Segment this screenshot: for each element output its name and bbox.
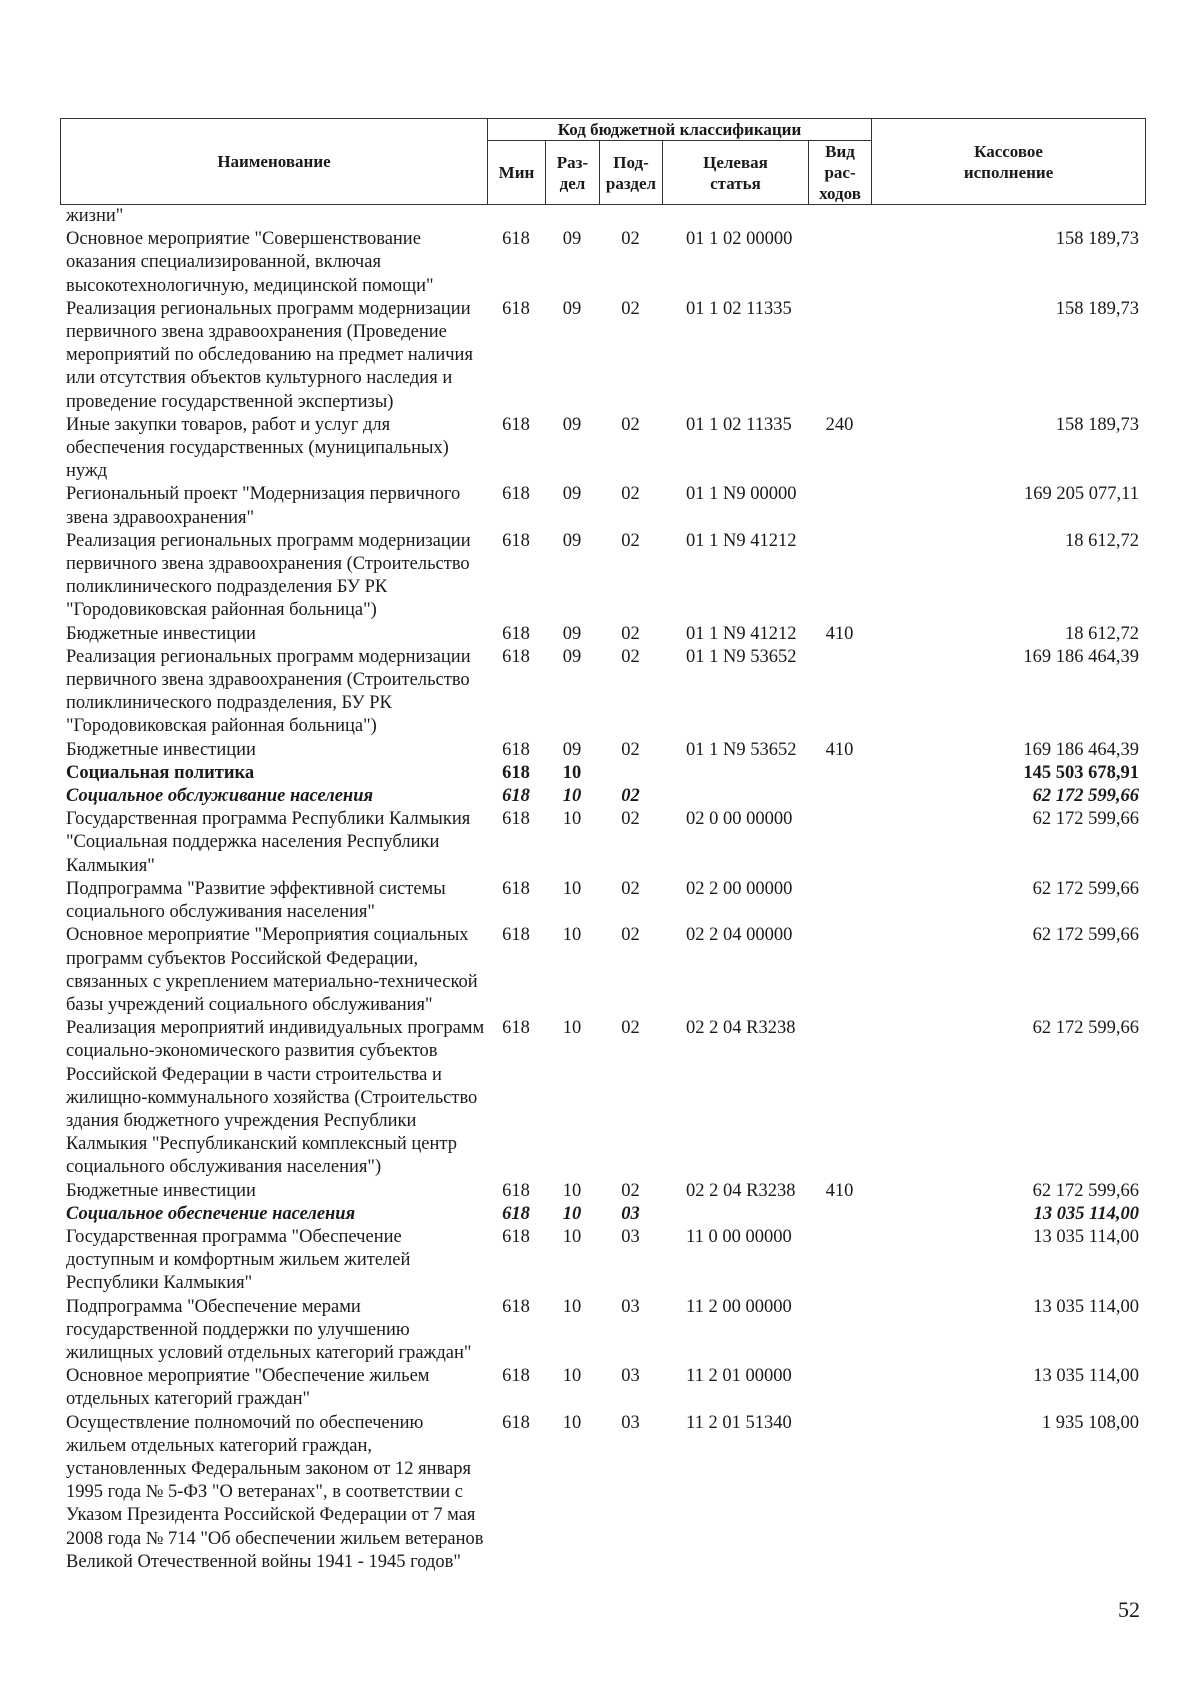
cell-name: Реализация региональных программ модернизации первичного звена здравоохранения (Проведение мероприятий по обследованию на предмет наличия или отсутствия объектов культурного наследия и проведение государственной экспертизы) xyxy=(66,298,473,412)
cell-celevaya: 01 1 N9 53652 xyxy=(686,646,797,667)
cell-podrazdel: 03 xyxy=(621,1203,640,1224)
cell-min: 618 xyxy=(502,1412,530,1433)
cell-min: 618 xyxy=(502,298,530,319)
cell-podrazdel: 02 xyxy=(621,1018,640,1039)
cell-min: 618 xyxy=(502,786,530,807)
cell-vid: 410 xyxy=(825,623,854,644)
cell-kassovoe: 62 172 599,66 xyxy=(1032,809,1139,830)
cell-kassovoe: 145 503 678,91 xyxy=(1023,762,1139,783)
cell-podrazdel xyxy=(599,205,662,228)
cell-min: 618 xyxy=(502,1226,530,1247)
cell-kassovoe: 62 172 599,66 xyxy=(1032,1180,1139,1201)
cell-vid xyxy=(808,1296,871,1366)
cell-celevaya: 11 2 01 00000 xyxy=(686,1366,792,1387)
table-row xyxy=(60,1180,1145,1203)
table-row xyxy=(60,205,1145,228)
header-vid: Вид рас- ходов xyxy=(809,141,872,205)
cell-name: Региональный проект "Модернизация первичного звена здравоохранения" xyxy=(66,484,461,528)
cell-min: 618 xyxy=(502,1018,530,1039)
cell-vid: 240 xyxy=(825,414,854,435)
cell-razdel: 10 xyxy=(562,1203,582,1224)
table-row xyxy=(60,785,1145,808)
cell-razdel xyxy=(545,205,599,228)
cell-razdel: 10 xyxy=(562,809,582,830)
cell-min: 618 xyxy=(502,762,530,783)
cell-kassovoe: 13 035 114,00 xyxy=(1033,1296,1139,1317)
cell-podrazdel: 02 xyxy=(621,414,640,435)
cell-min: 618 xyxy=(502,809,530,830)
cell-podrazdel: 02 xyxy=(621,809,640,830)
cell-kassovoe: 13 035 114,00 xyxy=(1033,1366,1139,1387)
header-podrazdel: Под- раздел xyxy=(600,141,663,205)
cell-vid: 410 xyxy=(825,739,854,760)
cell-name: Бюджетные инвестиции xyxy=(66,739,256,760)
header-celevaya: Целевая статья xyxy=(663,141,809,205)
cell-razdel: 09 xyxy=(562,739,582,760)
cell-celevaya: 01 1 N9 53652 xyxy=(686,739,797,760)
cell-kassovoe: 158 189,73 xyxy=(1055,298,1139,319)
table-row xyxy=(60,298,1145,414)
cell-celevaya xyxy=(662,762,808,785)
cell-podrazdel: 02 xyxy=(621,925,640,946)
cell-razdel: 09 xyxy=(562,530,582,551)
cell-min: 618 xyxy=(502,530,530,551)
cell-kassovoe: 169 186 464,39 xyxy=(1023,739,1139,760)
table-row xyxy=(60,623,1145,646)
cell-min: 618 xyxy=(502,414,530,435)
cell-kassovoe: 158 189,73 xyxy=(1055,229,1139,250)
table-row xyxy=(60,878,1145,924)
cell-celevaya: 02 2 04 R3238 xyxy=(686,1018,796,1039)
cell-vid: 410 xyxy=(825,1180,854,1201)
cell-razdel: 10 xyxy=(562,786,582,807)
cell-podrazdel: 02 xyxy=(621,786,640,807)
cell-min: 618 xyxy=(502,925,530,946)
cell-vid xyxy=(808,1365,871,1411)
cell-kassovoe: 13 035 114,00 xyxy=(1033,1226,1139,1247)
cell-podrazdel: 02 xyxy=(621,1180,640,1201)
cell-vid xyxy=(808,924,871,1017)
cell-kassovoe: 18 612,72 xyxy=(1065,530,1139,551)
cell-podrazdel: 02 xyxy=(621,646,640,667)
cell-kassovoe: 13 035 114,00 xyxy=(1033,1203,1139,1224)
cell-podrazdel: 02 xyxy=(621,739,640,760)
cell-vid xyxy=(808,483,871,529)
cell-razdel: 10 xyxy=(562,1412,582,1433)
cell-razdel: 10 xyxy=(562,1226,582,1247)
cell-vid xyxy=(808,1226,871,1296)
cell-name: Осуществление полномочий по обеспечению жильем отдельных категорий граждан, установленных Федеральным законом от 12 января 1995 года № 5-ФЗ "О ветеранах", в соответствии с Указом Президента Российской Федерации от 7 мая 2008 года № 714 "Об обеспечении жильем ветеранов Великой Отечественной войны 1941 - 1945 годов" xyxy=(66,1412,484,1572)
cell-celevaya xyxy=(662,785,808,808)
cell-celevaya xyxy=(662,205,808,228)
cell-podrazdel: 03 xyxy=(621,1226,640,1247)
cell-name: Социальное обслуживание населения xyxy=(66,786,374,807)
cell-min: 618 xyxy=(502,1296,530,1317)
cell-name: Государственная программа Республики Калмыкия "Социальная поддержка населения Республики Калмыкия" xyxy=(66,809,471,876)
cell-name: Реализация региональных программ модернизации первичного звена здравоохранения (Строительство поликлинического подразделения, БУ РК "Городовиковская районная больница") xyxy=(66,646,471,737)
cell-min xyxy=(487,205,545,228)
cell-podrazdel: 02 xyxy=(621,229,640,250)
cell-celevaya: 01 1 N9 00000 xyxy=(686,484,797,505)
cell-razdel: 09 xyxy=(562,229,582,250)
table-row xyxy=(60,228,1145,298)
cell-celevaya xyxy=(662,1203,808,1226)
cell-razdel: 10 xyxy=(562,1296,582,1317)
cell-podrazdel: 03 xyxy=(621,1296,640,1317)
cell-min: 618 xyxy=(502,646,530,667)
budget-table xyxy=(60,205,1145,1574)
table-row xyxy=(60,739,1145,762)
cell-razdel: 10 xyxy=(562,878,582,899)
cell-name: Основное мероприятие "Обеспечение жильем отдельных категорий граждан" xyxy=(66,1366,430,1410)
cell-kassovoe: 62 172 599,66 xyxy=(1032,925,1139,946)
cell-celevaya: 02 2 00 00000 xyxy=(686,878,793,899)
cell-razdel: 10 xyxy=(562,1180,582,1201)
cell-min: 618 xyxy=(502,1203,530,1224)
cell-celevaya: 11 2 00 00000 xyxy=(686,1296,792,1317)
table-header xyxy=(60,118,1146,205)
cell-podrazdel: 02 xyxy=(621,298,640,319)
cell-kassovoe: 62 172 599,66 xyxy=(1032,1018,1139,1039)
table-row xyxy=(60,1203,1145,1226)
cell-razdel: 09 xyxy=(562,623,582,644)
cell-vid xyxy=(808,1017,871,1179)
cell-vid xyxy=(808,205,871,228)
cell-podrazdel xyxy=(599,762,662,785)
cell-kassovoe: 158 189,73 xyxy=(1055,414,1139,435)
cell-name: Подпрограмма "Развитие эффективной системы социального обслуживания населения" xyxy=(66,878,446,923)
header-min: Мин xyxy=(488,141,546,205)
cell-kassovoe xyxy=(871,205,1145,228)
cell-min: 618 xyxy=(502,623,530,644)
cell-vid xyxy=(808,646,871,739)
cell-podrazdel: 03 xyxy=(621,1366,640,1387)
cell-min: 618 xyxy=(502,484,530,505)
cell-podrazdel: 02 xyxy=(621,623,640,644)
table-row xyxy=(60,1226,1145,1296)
cell-razdel: 09 xyxy=(562,414,582,435)
document-page xyxy=(60,118,1150,1574)
cell-name: Основное мероприятие "Совершенствование оказания специализированной, включая высокотехнологичную, медицинской помощи" xyxy=(66,229,434,296)
table-row xyxy=(60,762,1145,785)
cell-kassovoe: 18 612,72 xyxy=(1065,623,1139,644)
cell-vid xyxy=(808,1203,871,1226)
table-row xyxy=(60,1365,1145,1411)
cell-min: 618 xyxy=(502,739,530,760)
cell-podrazdel: 02 xyxy=(621,530,640,551)
cell-celevaya: 02 2 04 R3238 xyxy=(686,1180,796,1201)
cell-vid xyxy=(808,762,871,785)
cell-celevaya: 01 1 N9 41212 xyxy=(686,530,797,551)
cell-razdel: 10 xyxy=(562,762,582,783)
cell-razdel: 09 xyxy=(562,484,582,505)
cell-celevaya: 01 1 02 11335 xyxy=(686,414,792,435)
cell-vid xyxy=(808,298,871,414)
cell-razdel: 09 xyxy=(562,298,582,319)
table-row xyxy=(60,1017,1145,1179)
cell-name: Государственная программа "Обеспечение доступным и комфортным жильем жителей Республики Калмыкия" xyxy=(66,1226,411,1294)
cell-name: Реализация мероприятий индивидуальных программ социально-экономического развития субъектов Российской Федерации в части строительства и жилищно-коммунального хозяйства (Строительство здания бюджетного учреждения Республики Калмыкия "Республиканский комплексный центр социального обслуживания населения") xyxy=(66,1018,485,1178)
table-row xyxy=(60,646,1145,739)
cell-min: 618 xyxy=(502,1366,530,1387)
cell-kassovoe: 62 172 599,66 xyxy=(1032,878,1139,899)
header-code-group: Код бюджетной классификации xyxy=(488,119,872,141)
cell-vid xyxy=(808,1412,871,1574)
cell-podrazdel: 02 xyxy=(621,878,640,899)
table-row xyxy=(60,808,1145,878)
cell-podrazdel: 02 xyxy=(621,484,640,505)
cell-name: Бюджетные инвестиции xyxy=(66,1180,256,1201)
table-row xyxy=(60,924,1145,1017)
table-row xyxy=(60,530,1145,623)
cell-razdel: 10 xyxy=(562,925,582,946)
cell-min: 618 xyxy=(502,1180,530,1201)
cell-celevaya: 02 2 04 00000 xyxy=(686,925,793,946)
cell-name: Основное мероприятие "Мероприятия социальных программ субъектов Российской Федерации, связанных с укреплением материально-технической базы учреждений социального обслуживания" xyxy=(66,925,478,1015)
table-row xyxy=(60,1296,1145,1366)
cell-kassovoe: 62 172 599,66 xyxy=(1032,786,1139,807)
cell-min: 618 xyxy=(502,878,530,899)
cell-razdel: 10 xyxy=(562,1018,582,1039)
page-number: 52 xyxy=(1118,1597,1140,1622)
cell-min: 618 xyxy=(502,229,530,250)
cell-vid xyxy=(808,785,871,808)
header-razdel: Раз- дел xyxy=(546,141,600,205)
cell-name: Иные закупки товаров, работ и услуг для обеспечения государственных (муниципальных) нужд xyxy=(66,414,449,482)
cell-razdel: 09 xyxy=(562,646,582,667)
cell-name: Подпрограмма "Обеспечение мерами государственной поддержки по улучшению жилищных условий отдельных категорий граждан" xyxy=(66,1296,472,1363)
cell-name: Бюджетные инвестиции xyxy=(66,623,256,644)
cell-celevaya: 11 0 00 00000 xyxy=(686,1226,792,1247)
cell-celevaya: 01 1 02 11335 xyxy=(686,298,792,319)
cell-name: Реализация региональных программ модернизации первичного звена здравоохранения (Строительство поликлинического подразделения БУ РК "Городовиковская районная больница") xyxy=(66,530,471,621)
table-row xyxy=(60,1412,1145,1574)
cell-vid xyxy=(808,878,871,924)
cell-name: жизни" xyxy=(66,206,124,226)
cell-name: Социальное обеспечение населения xyxy=(66,1203,356,1224)
table-row xyxy=(60,414,1145,484)
cell-vid xyxy=(808,228,871,298)
cell-razdel: 10 xyxy=(562,1366,582,1387)
cell-kassovoe: 169 186 464,39 xyxy=(1023,646,1139,667)
cell-celevaya: 02 0 00 00000 xyxy=(686,809,793,830)
cell-kassovoe: 1 935 108,00 xyxy=(1041,1412,1139,1433)
cell-celevaya: 01 1 N9 41212 xyxy=(686,623,797,644)
header-kassovoe: Кассовое исполнение xyxy=(872,119,1146,205)
cell-podrazdel: 03 xyxy=(621,1412,640,1433)
cell-vid xyxy=(808,808,871,878)
cell-vid xyxy=(808,530,871,623)
header-name: Наименование xyxy=(61,119,488,205)
cell-name: Социальная политика xyxy=(66,762,255,783)
cell-kassovoe: 169 205 077,11 xyxy=(1024,484,1139,505)
table-row xyxy=(60,483,1145,529)
cell-celevaya: 01 1 02 00000 xyxy=(686,229,793,250)
cell-celevaya: 11 2 01 51340 xyxy=(686,1412,792,1433)
